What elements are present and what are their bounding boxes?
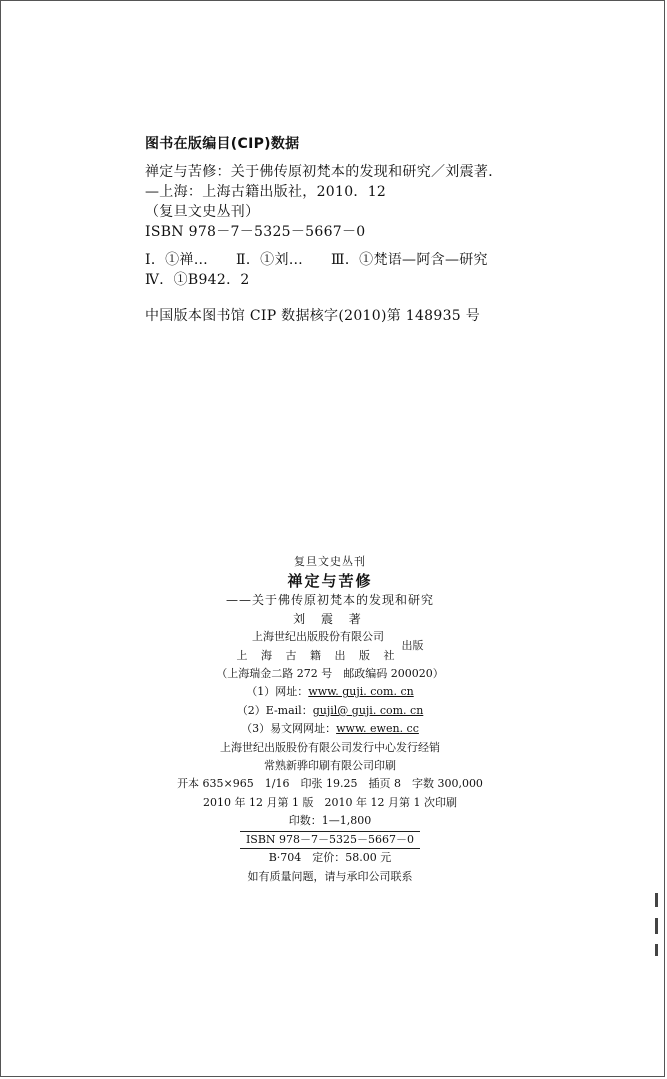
email-label: （2）E-mail： xyxy=(236,703,313,717)
price-line: B·704 定价：58.00 元 xyxy=(268,851,392,865)
edition-line: 2010 年 12 月第 1 版 2010 年 12 月第 1 次印刷 xyxy=(203,795,457,809)
publisher-line-2: 上 海 古 籍 出 版 社 xyxy=(236,648,400,662)
colophon-title: 禅定与苦修 xyxy=(287,572,373,591)
scan-edge-mark xyxy=(655,944,658,956)
ewen-label: （3）易文网网址： xyxy=(241,722,337,736)
cip-data-block xyxy=(145,134,565,326)
publisher-address: （上海瑞金二路 272 号 邮政编码 200020） xyxy=(216,667,444,681)
publisher-line-1: 上海世纪出版股份有限公司 xyxy=(251,630,384,644)
web-label: （1）网址： xyxy=(246,685,309,699)
web-line xyxy=(150,683,510,701)
cip-class-1: Ⅰ．①禅… xyxy=(145,252,209,268)
publisher-block xyxy=(237,628,424,665)
quality-note: 如有质量问题，请与承印公司联系 xyxy=(247,869,413,883)
format-line: 开本 635×965 1/16 印张 19.25 插页 8 字数 300,000 xyxy=(177,777,483,791)
cip-isbn-line: ISBN 978－7－5325－5667－0 xyxy=(145,224,366,240)
email-link[interactable]: gujil@ guji. com. cn xyxy=(312,703,424,717)
cip-class-2: Ⅱ．①刘… xyxy=(236,252,304,268)
colophon-subtitle: ——关于佛传原初梵本的发现和研究 xyxy=(225,593,434,608)
publisher-suffix: 出版 xyxy=(401,639,424,653)
cip-number-line: 中国版本图书馆 CIP 数据核字(2010)第 148935 号 xyxy=(145,308,481,324)
print-run-line: 印数：1—1,800 xyxy=(288,814,372,828)
cip-class-3: Ⅲ．①梵语—阿含—研究 xyxy=(331,252,488,268)
cip-title-line: 禅定与苦修：关于佛传原初梵本的发现和研究／刘震著． xyxy=(145,164,503,180)
cip-heading: 图书在版编目(CIP)数据 xyxy=(145,136,300,152)
email-line xyxy=(150,702,510,720)
isbn-row xyxy=(150,831,510,849)
colophon-isbn: ISBN 978－7－5325－5667－0 xyxy=(240,831,420,849)
printer-line: 常熟新骅印刷有限公司印刷 xyxy=(264,759,396,773)
cip-classification-row xyxy=(145,250,565,270)
colophon-series: 复旦文史丛刊 xyxy=(294,555,366,568)
distributor-line: 上海世纪出版股份有限公司发行中心发行经销 xyxy=(220,740,440,754)
colophon-block xyxy=(150,553,510,886)
ewen-line xyxy=(150,720,510,738)
scan-edge-mark xyxy=(655,893,658,907)
ewen-link[interactable]: www. ewen. cc xyxy=(336,722,419,736)
publisher-names xyxy=(237,628,400,665)
cip-series-line: （复旦文史丛刊） xyxy=(145,204,260,220)
web-link[interactable]: www. guji. com. cn xyxy=(308,685,414,699)
cip-publisher-line: —上海：上海古籍出版社，2010．12 xyxy=(145,184,387,200)
colophon-author: 刘 震 著 xyxy=(293,611,367,626)
scan-edge-mark xyxy=(655,918,658,934)
cip-class-4: Ⅳ．①B942．2 xyxy=(145,272,250,288)
cip-gap xyxy=(145,242,565,250)
